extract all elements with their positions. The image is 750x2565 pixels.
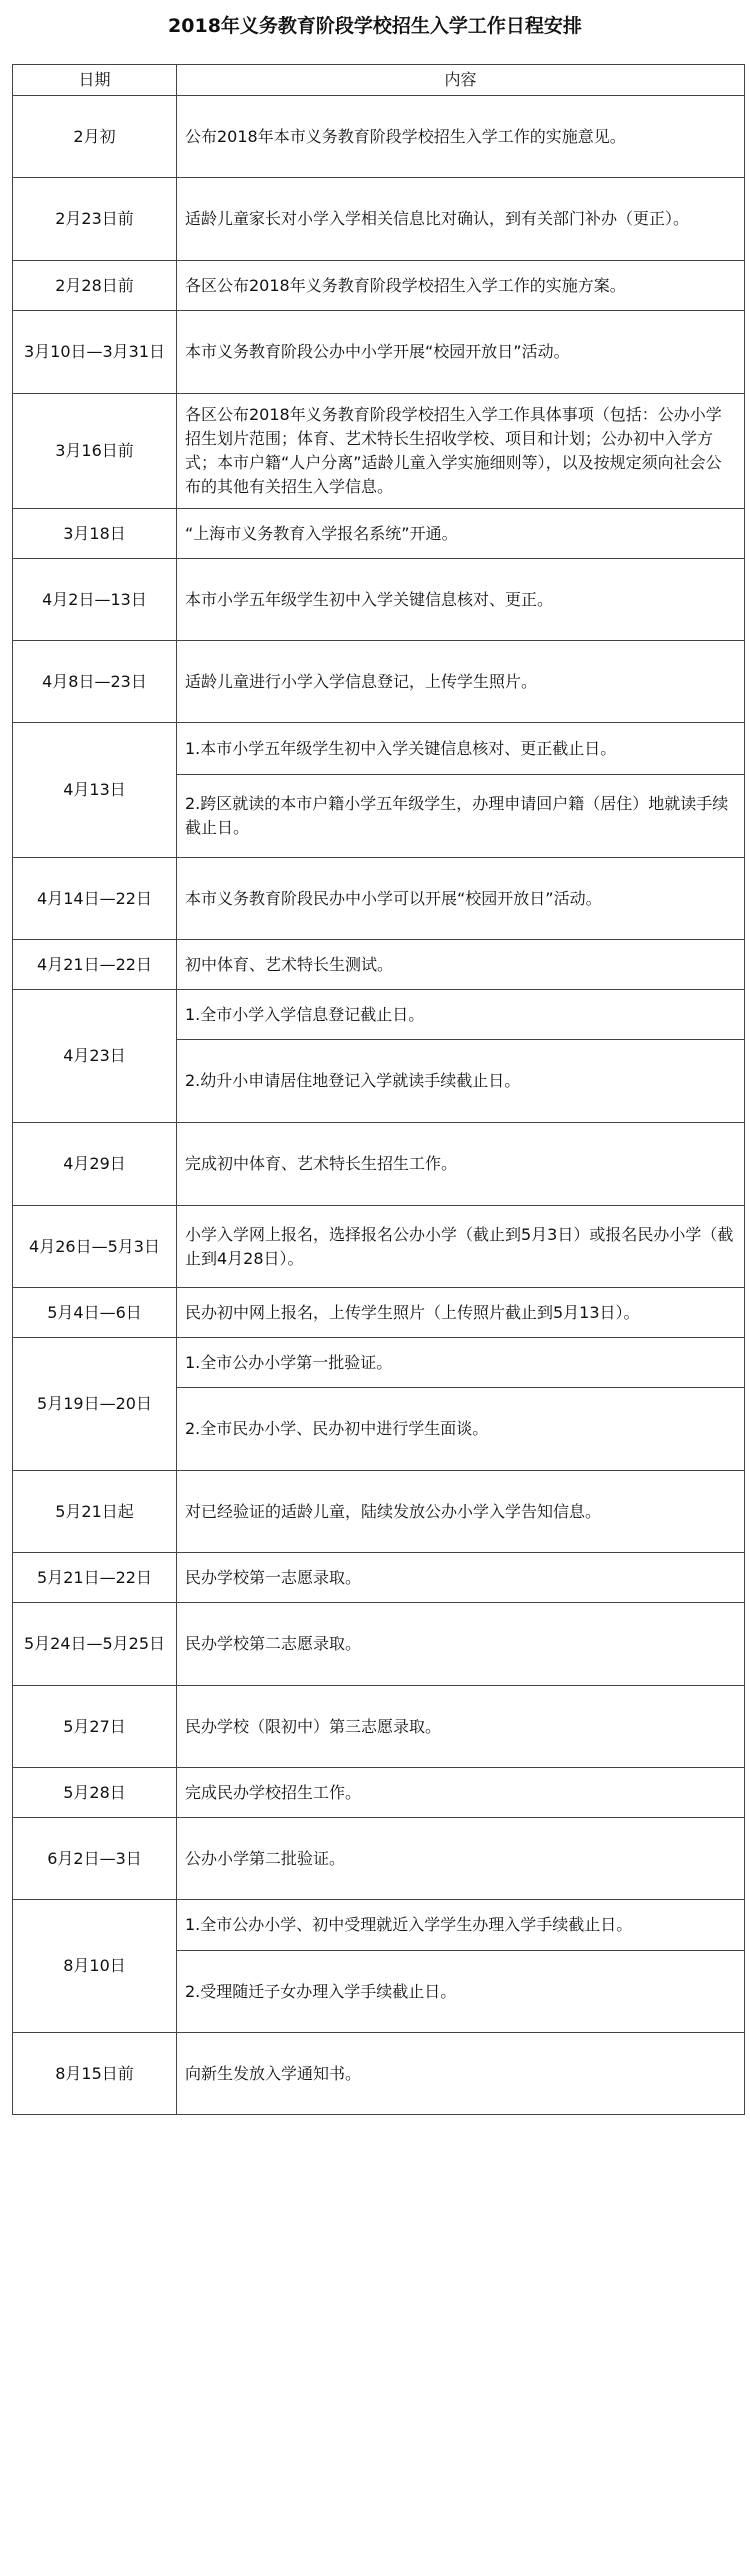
content-cell: 适龄儿童进行小学入学信息登记，上传学生照片。	[177, 641, 745, 723]
date-cell: 5月19日—20日	[13, 1338, 177, 1471]
content-cell: 公布2018年本市义务教育阶段学校招生入学工作的实施意见。	[177, 96, 745, 178]
content-cell: “上海市义务教育入学报名系统”开通。	[177, 509, 745, 559]
date-cell: 4月8日—23日	[13, 641, 177, 723]
content-cell: 公办小学第二批验证。	[177, 1818, 745, 1900]
schedule-table-container	[12, 64, 744, 2115]
table-row	[13, 311, 745, 394]
date-cell: 8月10日	[13, 1900, 177, 2033]
content-cell: 2.幼升小申请居住地登记入学就读手续截止日。	[177, 1040, 745, 1123]
table-row	[13, 1686, 745, 1768]
table-row	[13, 559, 745, 641]
date-cell: 5月27日	[13, 1686, 177, 1768]
table-row	[13, 990, 745, 1040]
table-row	[13, 2033, 745, 2115]
date-cell: 3月18日	[13, 509, 177, 559]
content-cell: 各区公布2018年义务教育阶段学校招生入学工作的实施方案。	[177, 261, 745, 311]
content-cell: 民办学校第一志愿录取。	[177, 1553, 745, 1603]
table-row	[13, 723, 745, 775]
content-cell: 1.全市小学入学信息登记截止日。	[177, 990, 745, 1040]
content-cell: 1.本市小学五年级学生初中入学关键信息核对、更正截止日。	[177, 723, 745, 775]
date-cell: 3月16日前	[13, 394, 177, 509]
content-cell: 完成初中体育、艺术特长生招生工作。	[177, 1123, 745, 1206]
table-header-row	[13, 65, 745, 96]
date-cell: 4月23日	[13, 990, 177, 1123]
content-cell: 2.跨区就读的本市户籍小学五年级学生，办理申请回户籍（居住）地就读手续截止日。	[177, 775, 745, 858]
table-row	[13, 641, 745, 723]
date-cell: 4月26日—5月3日	[13, 1206, 177, 1288]
table-row	[13, 940, 745, 990]
date-cell: 4月14日—22日	[13, 858, 177, 940]
table-row	[13, 1123, 745, 1206]
table-row	[13, 858, 745, 940]
page-title: 2018年义务教育阶段学校招生入学工作日程安排	[168, 15, 582, 37]
table-row	[13, 96, 745, 178]
table-row	[13, 1553, 745, 1603]
content-cell: 向新生发放入学通知书。	[177, 2033, 745, 2115]
date-cell: 4月2日—13日	[13, 559, 177, 641]
date-cell: 2月23日前	[13, 178, 177, 261]
table-row	[13, 1603, 745, 1686]
table-row	[13, 394, 745, 509]
header-content: 内容	[177, 65, 745, 96]
table-row	[13, 261, 745, 311]
date-cell: 2月初	[13, 96, 177, 178]
header-date: 日期	[13, 65, 177, 96]
date-cell: 3月10日—3月31日	[13, 311, 177, 394]
content-cell: 初中体育、艺术特长生测试。	[177, 940, 745, 990]
content-cell: 本市小学五年级学生初中入学关键信息核对、更正。	[177, 559, 745, 641]
date-cell: 5月21日—22日	[13, 1553, 177, 1603]
content-cell: 适龄儿童家长对小学入学相关信息比对确认，到有关部门补办（更正）。	[177, 178, 745, 261]
content-cell: 2.受理随迁子女办理入学手续截止日。	[177, 1951, 745, 2033]
table-row	[13, 1206, 745, 1288]
date-cell: 5月24日—5月25日	[13, 1603, 177, 1686]
content-cell: 1.全市公办小学第一批验证。	[177, 1338, 745, 1388]
table-row	[13, 1900, 745, 1951]
table-row	[13, 1818, 745, 1900]
content-cell: 各区公布2018年义务教育阶段学校招生入学工作具体事项（包括：公办小学招生划片范围；体育、艺术特长生招收学校、项目和计划；公办初中入学方式；本市户籍“人户分离”适龄儿童入学实施细则等），以及按规定须向社会公布的其他有关招生入学信息。	[177, 394, 745, 509]
date-cell: 8月15日前	[13, 2033, 177, 2115]
content-cell: 民办初中网上报名，上传学生照片（上传照片截止到5月13日）。	[177, 1288, 745, 1338]
date-cell: 5月28日	[13, 1768, 177, 1818]
content-cell: 完成民办学校招生工作。	[177, 1768, 745, 1818]
content-cell: 对已经验证的适龄儿童，陆续发放公办小学入学告知信息。	[177, 1471, 745, 1553]
date-cell: 2月28日前	[13, 261, 177, 311]
date-cell: 4月13日	[13, 723, 177, 858]
table-row	[13, 1338, 745, 1388]
date-cell: 5月4日—6日	[13, 1288, 177, 1338]
date-cell: 4月29日	[13, 1123, 177, 1206]
table-row	[13, 1768, 745, 1818]
content-cell: 本市义务教育阶段公办中小学开展“校园开放日”活动。	[177, 311, 745, 394]
table-row	[13, 1288, 745, 1338]
schedule-table	[12, 64, 745, 2115]
content-cell: 本市义务教育阶段民办中小学可以开展“校园开放日”活动。	[177, 858, 745, 940]
date-cell: 5月21日起	[13, 1471, 177, 1553]
content-cell: 民办学校第二志愿录取。	[177, 1603, 745, 1686]
table-row	[13, 509, 745, 559]
content-cell: 小学入学网上报名，选择报名公办小学（截止到5月3日）或报名民办小学（截止到4月28日）。	[177, 1206, 745, 1288]
date-cell: 4月21日—22日	[13, 940, 177, 990]
content-cell: 民办学校（限初中）第三志愿录取。	[177, 1686, 745, 1768]
content-cell: 2.全市民办小学、民办初中进行学生面谈。	[177, 1388, 745, 1471]
table-row	[13, 1471, 745, 1553]
table-body	[13, 96, 745, 2115]
content-cell: 1.全市公办小学、初中受理就近入学学生办理入学手续截止日。	[177, 1900, 745, 1951]
date-cell: 6月2日—3日	[13, 1818, 177, 1900]
table-row	[13, 178, 745, 261]
